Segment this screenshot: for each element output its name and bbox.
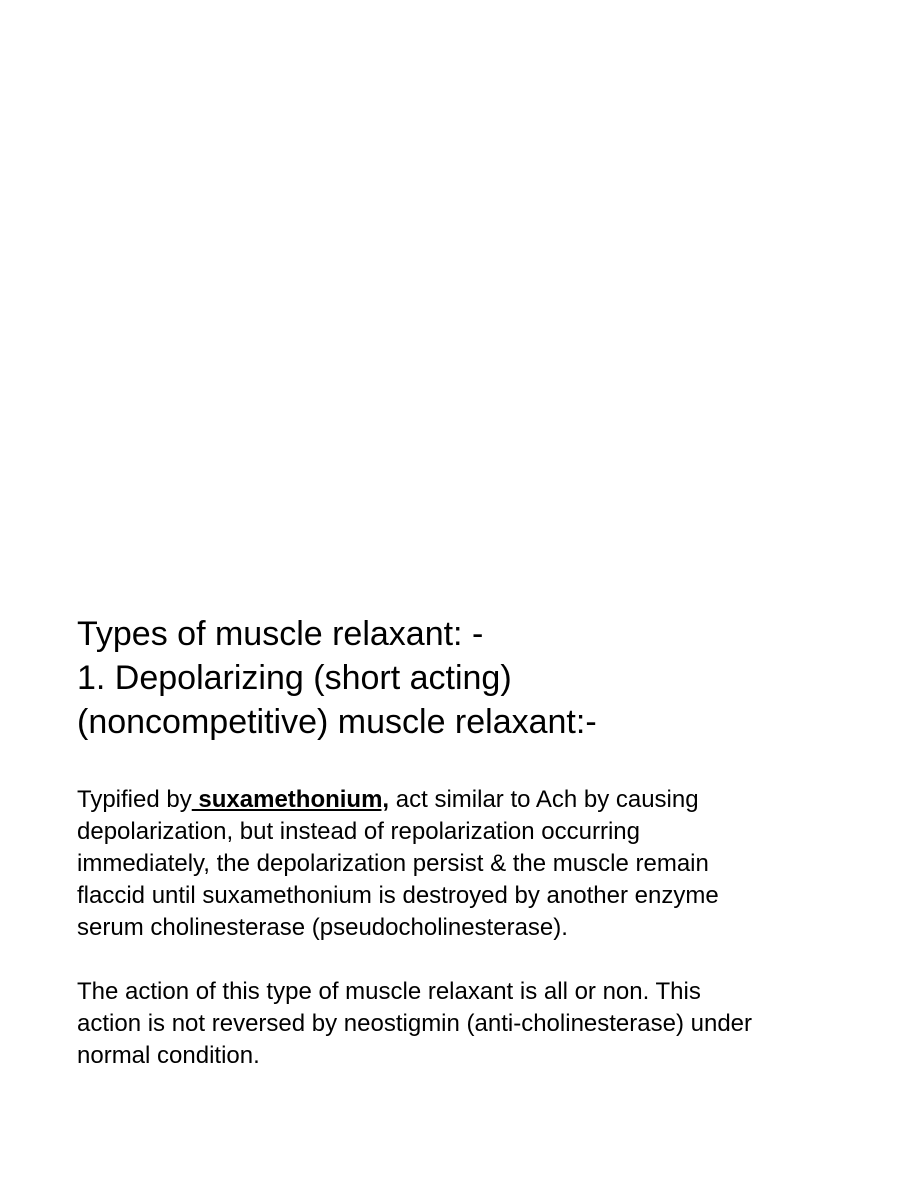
- document-content: [77, 612, 777, 1072]
- heading-line-2: 1. Depolarizing (short acting): [77, 659, 512, 697]
- paragraph-body: act similar to Ach by causing depolarization, but instead of repolarization occurring immediately, the depolarization persist & the muscle remain flaccid until suxamethonium is destroyed by another enzyme serum cholinesterase (pseudocholinesterase).: [77, 786, 719, 941]
- heading-line-1: Types of muscle relaxant: -: [77, 615, 484, 653]
- description-paragraph: [77, 784, 757, 944]
- paragraph-prefix: Typified by: [77, 786, 192, 813]
- action-paragraph: The action of this type of muscle relaxant is all or non. This action is not reversed by neostigmin (anti-cholinesterase) under normal condition.: [77, 978, 753, 1069]
- section-heading: [77, 612, 777, 744]
- drug-name-emphasis: suxamethonium,: [191, 786, 390, 813]
- heading-line-3: (noncompetitive) muscle relaxant:-: [77, 703, 597, 741]
